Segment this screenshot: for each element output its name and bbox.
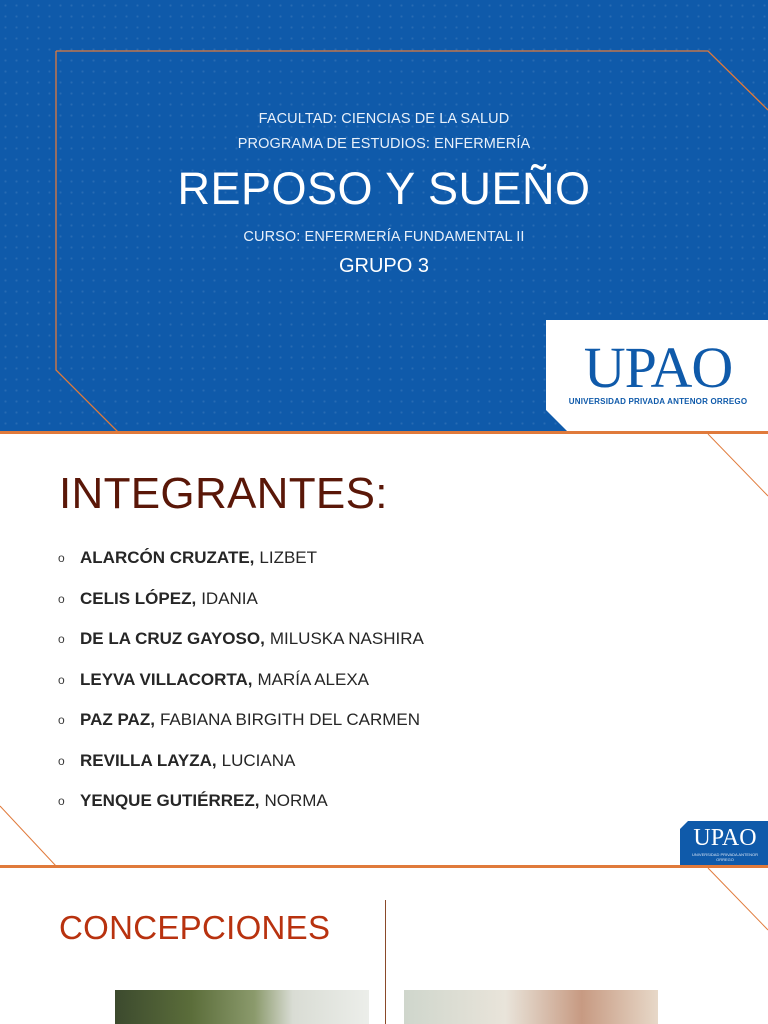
bullet-icon: o [58,672,65,687]
member-surname: DE LA CRUZ GAYOSO, [80,629,265,649]
member-given-name: MARÍA ALEXA [257,669,370,689]
vertical-divider [385,900,386,1024]
member-given-name: MILUSKA NASHIRA [269,629,424,649]
faculty-line: FACULTAD: CIENCIAS DE LA SALUD [258,111,510,127]
list-item [58,700,424,741]
member-given-name: FABIANA BIRGITH DEL CARMEN [159,710,421,730]
upao-logo-small: UPAO [693,825,757,851]
list-item [58,538,424,579]
member-surname: CELIS LÓPEZ, [80,588,197,608]
bullet-icon: o [58,591,65,606]
member-surname: LEYVA VILLACORTA, [80,669,253,689]
members-slide [0,434,768,868]
concepts-slide [0,868,768,1024]
bullet-icon: o [58,632,65,647]
list-item [58,579,424,620]
bullet-icon: o [58,794,65,809]
member-surname: REVILLA LAYZA, [80,750,217,770]
program-line: PROGRAMA DE ESTUDIOS: ENFERMERÍA [237,136,531,152]
member-given-name: LUCIANA [221,750,296,770]
member-surname: ALARCÓN CRUZATE, [80,548,255,568]
bullet-icon: o [58,551,65,566]
member-given-name: LIZBET [259,548,318,568]
photo-right [404,990,658,1024]
group-line: GRUPO 3 [338,255,430,277]
member-surname: PAZ PAZ, [80,710,155,730]
member-given-name: IDANIA [201,588,258,608]
list-item [58,781,424,822]
list-item [58,741,424,782]
presentation-title: REPOSO Y SUEÑO [177,163,591,214]
photo-left [115,990,369,1024]
member-given-name: NORMA [264,791,328,811]
member-surname: YENQUE GUTIÉRREZ, [80,791,260,811]
upao-logo-small-subtitle: UNIVERSIDAD PRIVADA ANTENOR ORREGO [692,852,758,862]
list-item [58,660,424,701]
bullet-icon: o [58,753,65,768]
members-heading: INTEGRANTES: [59,469,388,518]
course-line: CURSO: ENFERMERÍA FUNDAMENTAL II [243,229,525,245]
upao-logo: UPAO [583,335,733,400]
upao-logo-subtitle: UNIVERSIDAD PRIVADA ANTENOR ORREGO [568,397,748,406]
bullet-icon: o [58,713,65,728]
concepts-heading: CONCEPCIONES [59,909,331,946]
title-slide [0,0,768,434]
member-list [58,538,424,822]
list-item [58,619,424,660]
